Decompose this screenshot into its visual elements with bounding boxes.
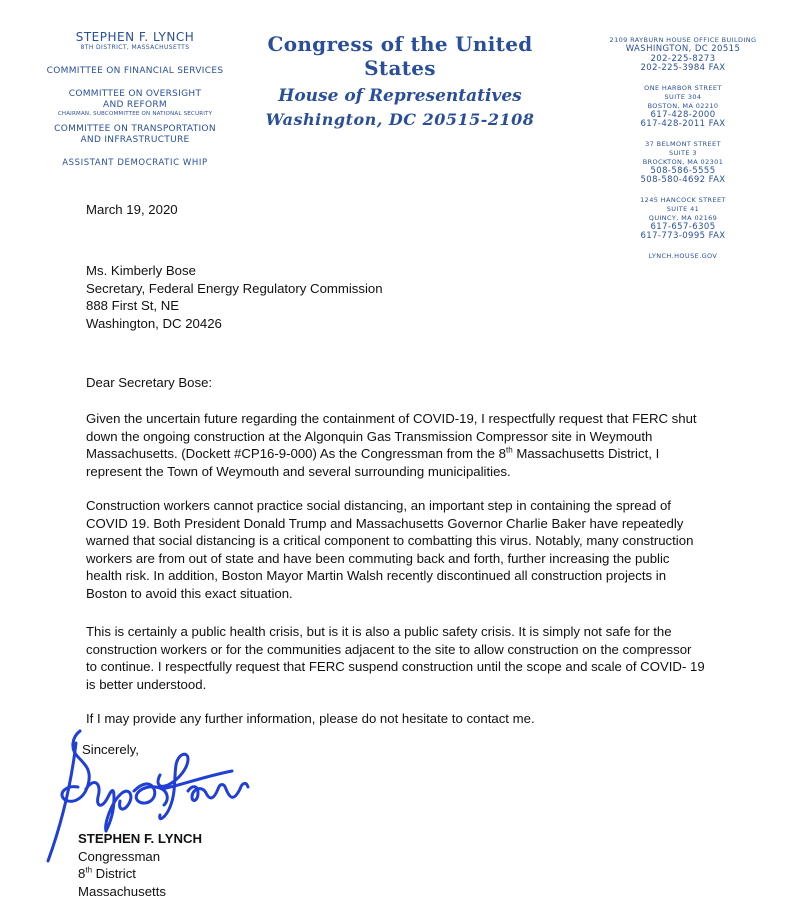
office-address-line: 37 BELMONT STREET bbox=[645, 139, 721, 148]
office-fax: 202-225-3984 FAX bbox=[640, 63, 726, 73]
ordinal-suffix: th bbox=[506, 445, 513, 455]
committee-oversight-line1: COMMITTEE ON OVERSIGHT bbox=[68, 89, 202, 99]
office-address-line: 1245 HANCOCK STREET bbox=[640, 195, 726, 204]
paragraph-text: Massachusetts District, I represent the Town of Weymouth and several surrounding municipalities. bbox=[86, 446, 660, 479]
salutation: Dear Secretary Bose: bbox=[86, 375, 213, 390]
office-washington bbox=[598, 36, 768, 74]
recipient-line: Washington, DC 20426 bbox=[86, 315, 222, 331]
district-label: District bbox=[92, 866, 136, 882]
office-address-line: ONE HARBOR STREET bbox=[644, 83, 722, 92]
office-phone: 617-657-6305 bbox=[650, 221, 716, 232]
member-role: ASSISTANT DEMOCRATIC WHIP bbox=[62, 158, 208, 168]
signer-title: Congressman bbox=[78, 848, 161, 864]
paragraph-4: If I may provide any further information, please do not hesitate to contact me. bbox=[86, 711, 535, 726]
committee-transportation-line1: COMMITTEE ON TRANSPORTATION bbox=[54, 124, 216, 134]
recipient-line: Ms. Kimberly Bose bbox=[86, 263, 196, 278]
office-address-line: SUITE 41 bbox=[666, 204, 700, 213]
office-address-line: BOSTON, MA 02210 bbox=[647, 101, 719, 110]
signer-name: STEPHEN F. LYNCH bbox=[78, 831, 203, 846]
office-fax: 617-773-0995 FAX bbox=[640, 231, 726, 241]
closing: Sincerely, bbox=[82, 742, 139, 757]
office-address-line: WASHINGTON, DC 20515 bbox=[625, 44, 741, 54]
house-address: Washington, DC 20515-2108 bbox=[265, 110, 535, 129]
district-number: 8 bbox=[78, 866, 86, 882]
office-phone: 202-225-8273 bbox=[650, 53, 716, 64]
paragraph-2: Construction workers cannot practice social distancing, an important step in containing the spread of COVID 19. Both President Donald Trump and Massachusetts Governor Charlie Baker have repeatedly warned that social distancing is a critical component to combatting this virus. Notably, many construction workers are from out of state and have been commuting back and forth, further increasing the public health risk. In addition, Boston Mayor Martin Walsh recently discontinued all construction projects in Boston to avoid this exact situation. bbox=[86, 498, 694, 601]
office-address-line: SUITE 304 bbox=[664, 92, 702, 101]
paragraph-text: Given the uncertain future regarding the containment of COVID-19, I respectfully request that FERC shut down the ongoing construction at the Algonquin Gas Transmission Compressor site in Weymouth Massachusetts. (Dockett #CP16-9-000) As the Congressman from the 8 bbox=[86, 411, 697, 462]
committee-oversight-chair: CHAIRMAN, SUBCOMMITTEE ON NATIONAL SECURITY bbox=[57, 111, 213, 117]
office-phone: 617-428-2000 bbox=[650, 109, 716, 120]
house-title: House of Representatives bbox=[278, 86, 522, 106]
letterhead-right bbox=[598, 36, 768, 261]
recipient-line: Secretary, Federal Energy Regulatory Commission bbox=[86, 280, 383, 296]
office-boston bbox=[598, 84, 768, 130]
recipient-address bbox=[86, 262, 383, 332]
committee-financial-services: COMMITTEE ON FINANCIAL SERVICES bbox=[46, 66, 224, 76]
office-quincy bbox=[598, 196, 768, 242]
website: LYNCH.HOUSE.GOV bbox=[648, 251, 718, 260]
signer-state: Massachusetts bbox=[78, 883, 166, 899]
signer-block bbox=[78, 830, 202, 900]
recipient-line: 888 First St, NE bbox=[86, 298, 180, 314]
office-phone: 508-586-5555 bbox=[650, 165, 716, 176]
letterhead-left bbox=[20, 30, 250, 168]
office-address-line: QUINCY, MA 02169 bbox=[648, 213, 718, 222]
ordinal-suffix: th bbox=[85, 865, 93, 875]
member-name: STEPHEN F. LYNCH bbox=[75, 30, 195, 44]
congress-title: Congress of the United States bbox=[267, 32, 533, 80]
office-fax: 617-428-2011 FAX bbox=[640, 119, 726, 129]
member-district: 8TH DISTRICT, MASSACHUSETTS bbox=[80, 44, 190, 51]
paragraph-1 bbox=[86, 410, 706, 480]
office-address-line: BROCKTON, MA 02301 bbox=[642, 157, 724, 166]
letterhead-center bbox=[250, 32, 550, 129]
office-address-line: SUITE 3 bbox=[669, 148, 697, 157]
signer-district bbox=[78, 865, 202, 883]
office-fax: 508-580-4692 FAX bbox=[640, 175, 726, 185]
committee-oversight-line2: AND REFORM bbox=[103, 100, 167, 110]
committee-transportation-line2: AND INFRASTRUCTURE bbox=[80, 135, 190, 145]
letter-date: March 19, 2020 bbox=[86, 202, 178, 217]
office-brockton bbox=[598, 140, 768, 186]
office-address-line: 2109 RAYBURN HOUSE OFFICE BUILDING bbox=[609, 36, 757, 44]
paragraph-3: This is certainly a public health crisis, but is it is also a public safety crisis. It is simply not safe for the construction workers or for the communities adjacent to the site to allow construction on the compressor to continue. I respectfully request that FERC suspend construction until the scope and scale of COVID- 19 is better understood. bbox=[86, 624, 705, 692]
